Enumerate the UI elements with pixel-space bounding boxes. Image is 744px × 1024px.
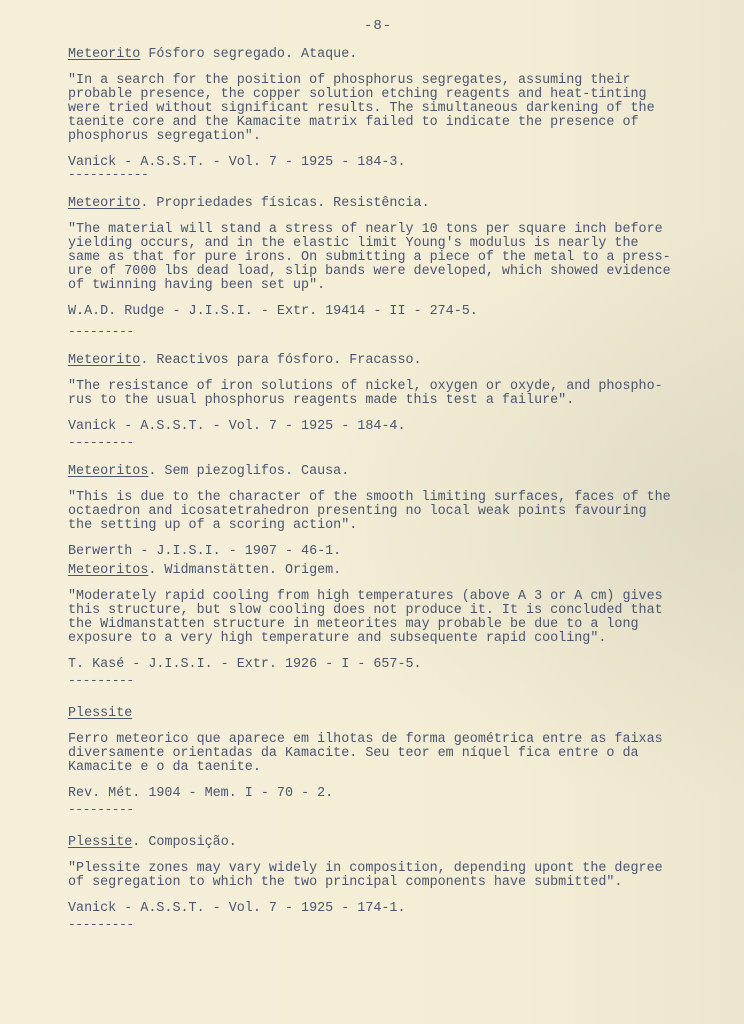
entry-term: Plessite	[68, 706, 133, 721]
entry-reference: W.A.D. Rudge - J.I.S.I. - Extr. 19414 - II - 274-5.	[68, 304, 478, 319]
entry-topic: . Reactivos para fósforo. Fracasso.	[140, 353, 422, 368]
entry-heading	[68, 463, 736, 480]
entry-quote: "Moderately rapid cooling from high temperatures (above A 3 or A cm) gives this structure, but slow cooling does not produce it. It is concluded that the Widmanstatten structure in meteorites may probable be due to a long exposure to a very high temperature and subsequente rapid cooling".	[68, 589, 663, 646]
entry-quote: "The material will stand a stress of nearly 10 tons per square inch before yielding occurs, and in the elastic limit Young's modulus is nearly the same as that for pure irons. On submitting a piece of the metal to a press- ure of 7000 lbs dead load, slip bands were developed, which showed evidence of twinning having been set up".	[68, 222, 671, 293]
entry-topic: Fósforo segregado. Ataque.	[140, 47, 358, 62]
entry-6	[68, 705, 736, 817]
entry-reference: Rev. Mét. 1904 - Mem. I - 70 - 2.	[68, 786, 334, 801]
entry-reference: Vanick - A.S.S.T. - Vol. 7 - 1925 - 174-1.	[68, 901, 406, 916]
entry-reference: Berwerth - J.I.S.I. - 1907 - 46-1.	[68, 544, 342, 559]
entry-heading	[68, 705, 736, 722]
entry-term: Meteorito	[68, 353, 141, 368]
document-content	[68, 46, 736, 932]
entry-quote: "Plessite zones may vary widely in composition, depending upont the degree of segregation to which the two principal components have submitted".	[68, 861, 663, 890]
entry-reference: T. Kasé - J.I.S.I. - Extr. 1926 - I - 657-5.	[68, 657, 422, 672]
entry-heading	[68, 352, 736, 369]
entry-separator: ---------	[68, 435, 134, 450]
entry-1	[68, 46, 736, 182]
entry-topic: . Sem piezoglifos. Causa.	[148, 464, 350, 479]
entry-separator: ---------	[68, 802, 134, 817]
entry-topic: . Composição.	[132, 835, 237, 850]
entry-term: Meteorito	[68, 196, 141, 211]
entry-topic: . Widmanstätten. Origem.	[148, 563, 342, 578]
entry-topic: . Propriedades físicas. Resistência.	[140, 196, 430, 211]
entry-quote: Ferro meteorico que aparece em ilhotas de forma geométrica entre as faixas diversamente orientadas da Kamacite. Seu teor em níquel fica entre o da Kamacite e o da taenite.	[68, 732, 663, 775]
entry-term: Meteorito	[68, 47, 141, 62]
page-number: -8-	[364, 18, 393, 34]
entry-7	[68, 834, 736, 932]
entry-term: Meteoritos	[68, 563, 149, 578]
entry-separator: ---------	[68, 324, 134, 339]
entry-separator: ---------	[68, 673, 134, 688]
entry-heading	[68, 834, 736, 851]
entry-2	[68, 195, 736, 339]
entry-quote: "The resistance of iron solutions of nickel, oxygen or oxyde, and phospho- rus to the usual phosphorus reagents made this test a failure".	[68, 379, 663, 408]
entry-quote: "This is due to the character of the smooth limiting surfaces, faces of the octaedron and icosatetrahedron presenting no local weak points favouring the setting up of a scoring action".	[68, 490, 671, 533]
entry-heading	[68, 195, 736, 212]
entry-term: Meteoritos	[68, 464, 149, 479]
entry-heading	[68, 46, 736, 63]
entry-3	[68, 352, 736, 450]
entry-reference: Vanick - A.S.S.T. - Vol. 7 - 1925 - 184-3.	[68, 155, 406, 170]
entry-separator: ---------	[68, 917, 134, 932]
entry-4	[68, 463, 736, 560]
entry-term: Plessite	[68, 835, 133, 850]
entry-heading	[68, 562, 736, 579]
entry-quote: "In a search for the position of phosphorus segregates, assuming their probable presence, the copper solution etching reagents and heat-tinting were tried without significant results. The simultaneous darkening of the taenite core and the Kamacite matrix failed to indicate the presence of phosphorus segregation".	[68, 73, 655, 144]
entry-separator: -----------	[68, 167, 149, 182]
entry-5	[68, 562, 736, 688]
entry-reference: Vanick - A.S.S.T. - Vol. 7 - 1925 - 184-4.	[68, 419, 406, 434]
